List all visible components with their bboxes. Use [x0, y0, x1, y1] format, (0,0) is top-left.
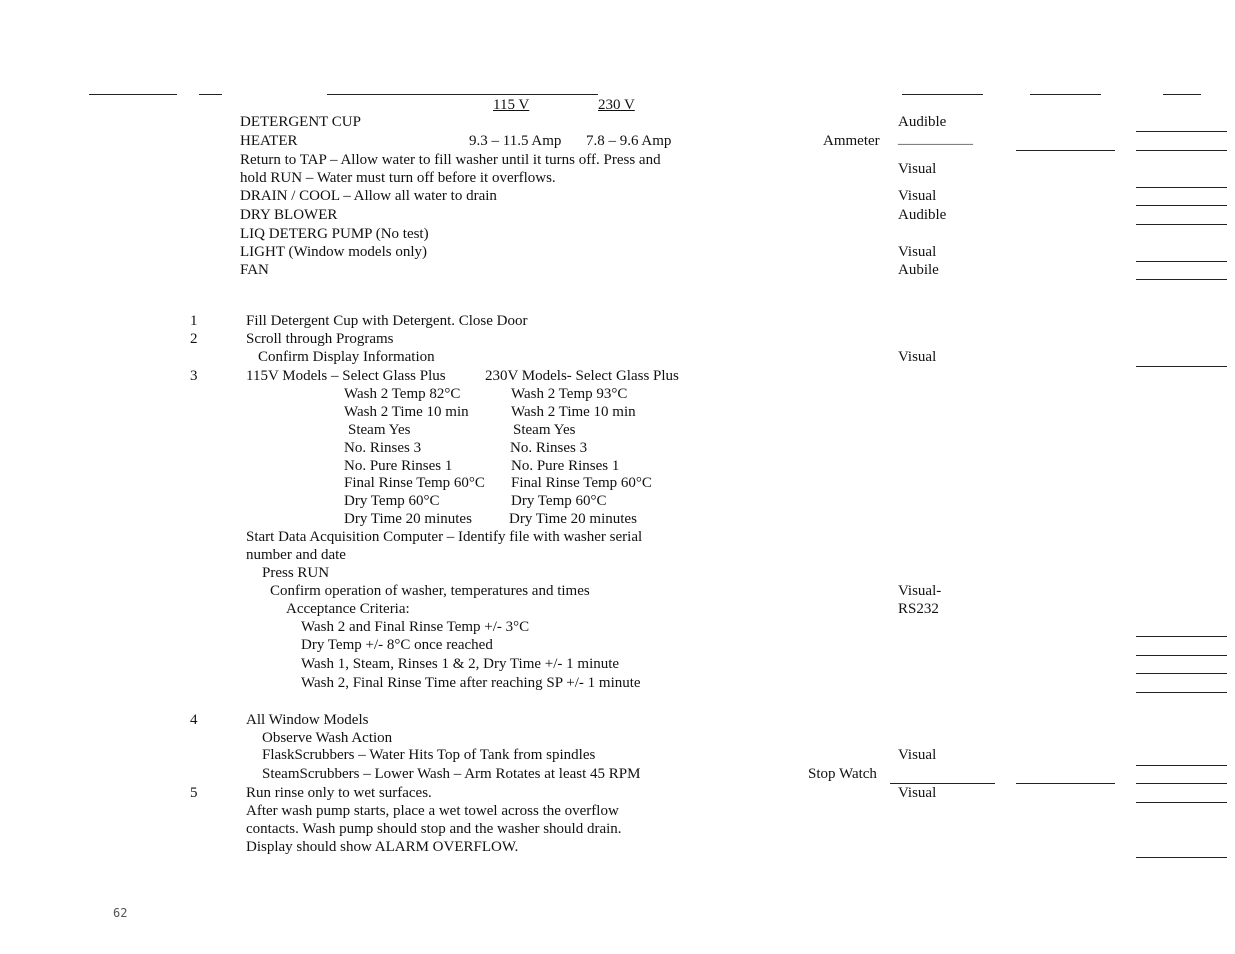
- method-dry-blower: Audible: [898, 207, 947, 223]
- header-rule-col5: [1030, 94, 1101, 95]
- header-115v: 115 V: [493, 97, 530, 113]
- method-return-to-tap: Visual: [898, 161, 937, 177]
- heater-amp-115v: 9.3 – 11.5 Amp: [469, 133, 562, 149]
- header-rule-col2: [199, 94, 222, 95]
- signoff-line: [1136, 279, 1227, 280]
- component-light: LIGHT (Window models only): [240, 244, 428, 260]
- method-drain-cool: Visual: [898, 188, 937, 204]
- signoff-line: [1136, 857, 1227, 858]
- signoff-line: [1136, 673, 1227, 674]
- step-3-230v-title: 230V Models- Select Glass Plus: [485, 368, 679, 384]
- acceptance-criterion: Wash 2, Final Rinse Time after reaching SP +/- 1 minute: [301, 675, 641, 691]
- acceptance-criterion: Wash 1, Steam, Rinses 1 & 2, Dry Time +/- 1 minute: [301, 656, 620, 672]
- component-fan: FAN: [240, 262, 269, 278]
- step-4-steamscrubbers: SteamScrubbers – Lower Wash – Arm Rotates at least 45 RPM: [262, 766, 641, 782]
- component-drain-cool: DRAIN / COOL – Allow all water to drain: [240, 188, 497, 204]
- component-return-to-tap-line2: hold RUN – Water must turn off before it overflows.: [240, 170, 556, 186]
- step-number: 3: [190, 368, 198, 384]
- method-step-2: Visual: [898, 349, 937, 365]
- step-5-line: After wash pump starts, place a wet towel across the overflow: [246, 803, 619, 819]
- step-number: 5: [190, 785, 198, 801]
- signoff-line: [1136, 131, 1227, 132]
- signoff-line: [1136, 783, 1227, 784]
- signoff-line: [1136, 636, 1227, 637]
- signoff-line: [1136, 655, 1227, 656]
- component-liq-deterg-pump: LIQ DETERG PUMP (No test): [240, 226, 429, 242]
- setting-230v: Dry Temp 60°C: [511, 493, 607, 509]
- step-3-daq-line2: number and date: [246, 547, 346, 563]
- step-5-line: Display should show ALARM OVERFLOW.: [246, 839, 519, 855]
- header-230v: 230 V: [598, 97, 635, 113]
- signoff-line: [1136, 692, 1227, 693]
- signoff-line: [1136, 261, 1227, 262]
- setting-115v: Dry Temp 60°C: [344, 493, 440, 509]
- signoff-line: [1136, 366, 1227, 367]
- setting-115v: No. Rinses 3: [344, 440, 422, 456]
- method-step-4: Visual: [898, 747, 937, 763]
- method-light: Visual: [898, 244, 937, 260]
- component-dry-blower: DRY BLOWER: [240, 207, 338, 223]
- setting-115v: Steam Yes: [348, 422, 411, 438]
- step-2-text: Scroll through Programs: [246, 331, 394, 347]
- step-4-observe: Observe Wash Action: [262, 730, 393, 746]
- method-heater-blank: __________: [898, 131, 973, 147]
- component-return-to-tap-line1: Return to TAP – Allow water to fill washer until it turns off. Press and: [240, 152, 661, 168]
- step-3-press-run: Press RUN: [262, 565, 330, 581]
- setting-230v: No. Pure Rinses 1: [511, 458, 620, 474]
- signoff-line: [1016, 150, 1115, 151]
- step-3-confirm: Confirm operation of washer, temperatures and times: [270, 583, 590, 599]
- step-1-text: Fill Detergent Cup with Detergent. Close Door: [246, 313, 528, 329]
- instrument-ammeter: Ammeter: [823, 133, 880, 149]
- header-rule-col3: [327, 94, 598, 95]
- setting-230v: Steam Yes: [513, 422, 576, 438]
- step-2-sub: Confirm Display Information: [258, 349, 435, 365]
- step-5-line: contacts. Wash pump should stop and the washer should drain.: [246, 821, 622, 837]
- header-rule-col1: [89, 94, 177, 95]
- heater-amp-230v: 7.8 – 9.6 Amp: [586, 133, 672, 149]
- step-3-daq-line1: Start Data Acquisition Computer – Identify file with washer serial: [246, 529, 643, 545]
- setting-115v: Dry Time 20 minutes: [344, 511, 472, 527]
- setting-115v: No. Pure Rinses 1: [344, 458, 453, 474]
- step-5-line: Run rinse only to wet surfaces.: [246, 785, 432, 801]
- signoff-line: [1136, 150, 1227, 151]
- signoff-line: [1136, 224, 1227, 225]
- setting-230v: Wash 2 Temp 93°C: [511, 386, 628, 402]
- component-heater: HEATER: [240, 133, 298, 149]
- step-number: 2: [190, 331, 198, 347]
- setting-115v: Final Rinse Temp 60°C: [344, 475, 485, 491]
- signoff-line: [1136, 802, 1227, 803]
- signoff-line: [1136, 187, 1227, 188]
- signoff-line: [1136, 765, 1227, 766]
- method-detergent-cup: Audible: [898, 114, 947, 130]
- method-step-3-line1: Visual-: [898, 583, 942, 599]
- method-fan: Aubile: [898, 262, 939, 278]
- step-number: 1: [190, 313, 198, 329]
- acceptance-criterion: Wash 2 and Final Rinse Temp +/- 3°C: [301, 619, 530, 635]
- header-rule-col4: [902, 94, 983, 95]
- acceptance-criterion: Dry Temp +/- 8°C once reached: [301, 637, 493, 653]
- header-rule-col6: [1163, 94, 1201, 95]
- step-number: 4: [190, 712, 198, 728]
- instrument-stop-watch: Stop Watch: [808, 766, 877, 782]
- setting-230v: Final Rinse Temp 60°C: [511, 475, 652, 491]
- setting-230v: No. Rinses 3: [510, 440, 588, 456]
- setting-230v: Dry Time 20 minutes: [509, 511, 637, 527]
- setting-115v: Wash 2 Time 10 min: [344, 404, 469, 420]
- setting-115v: Wash 2 Temp 82°C: [344, 386, 461, 402]
- signoff-line: [1136, 205, 1227, 206]
- page-number: 62: [113, 906, 128, 920]
- method-step-3-line2: RS232: [898, 601, 939, 617]
- method-step-5: Visual: [898, 785, 937, 801]
- step-3-acceptance: Acceptance Criteria:: [286, 601, 410, 617]
- signoff-line: [1016, 783, 1115, 784]
- step-3-115v-title: 115V Models – Select Glass Plus: [246, 368, 446, 384]
- step-4-title: All Window Models: [246, 712, 369, 728]
- step-4-flaskscrubbers: FlaskScrubbers – Water Hits Top of Tank from spindles: [262, 747, 596, 763]
- setting-230v: Wash 2 Time 10 min: [511, 404, 636, 420]
- component-detergent-cup: DETERGENT CUP: [240, 114, 361, 130]
